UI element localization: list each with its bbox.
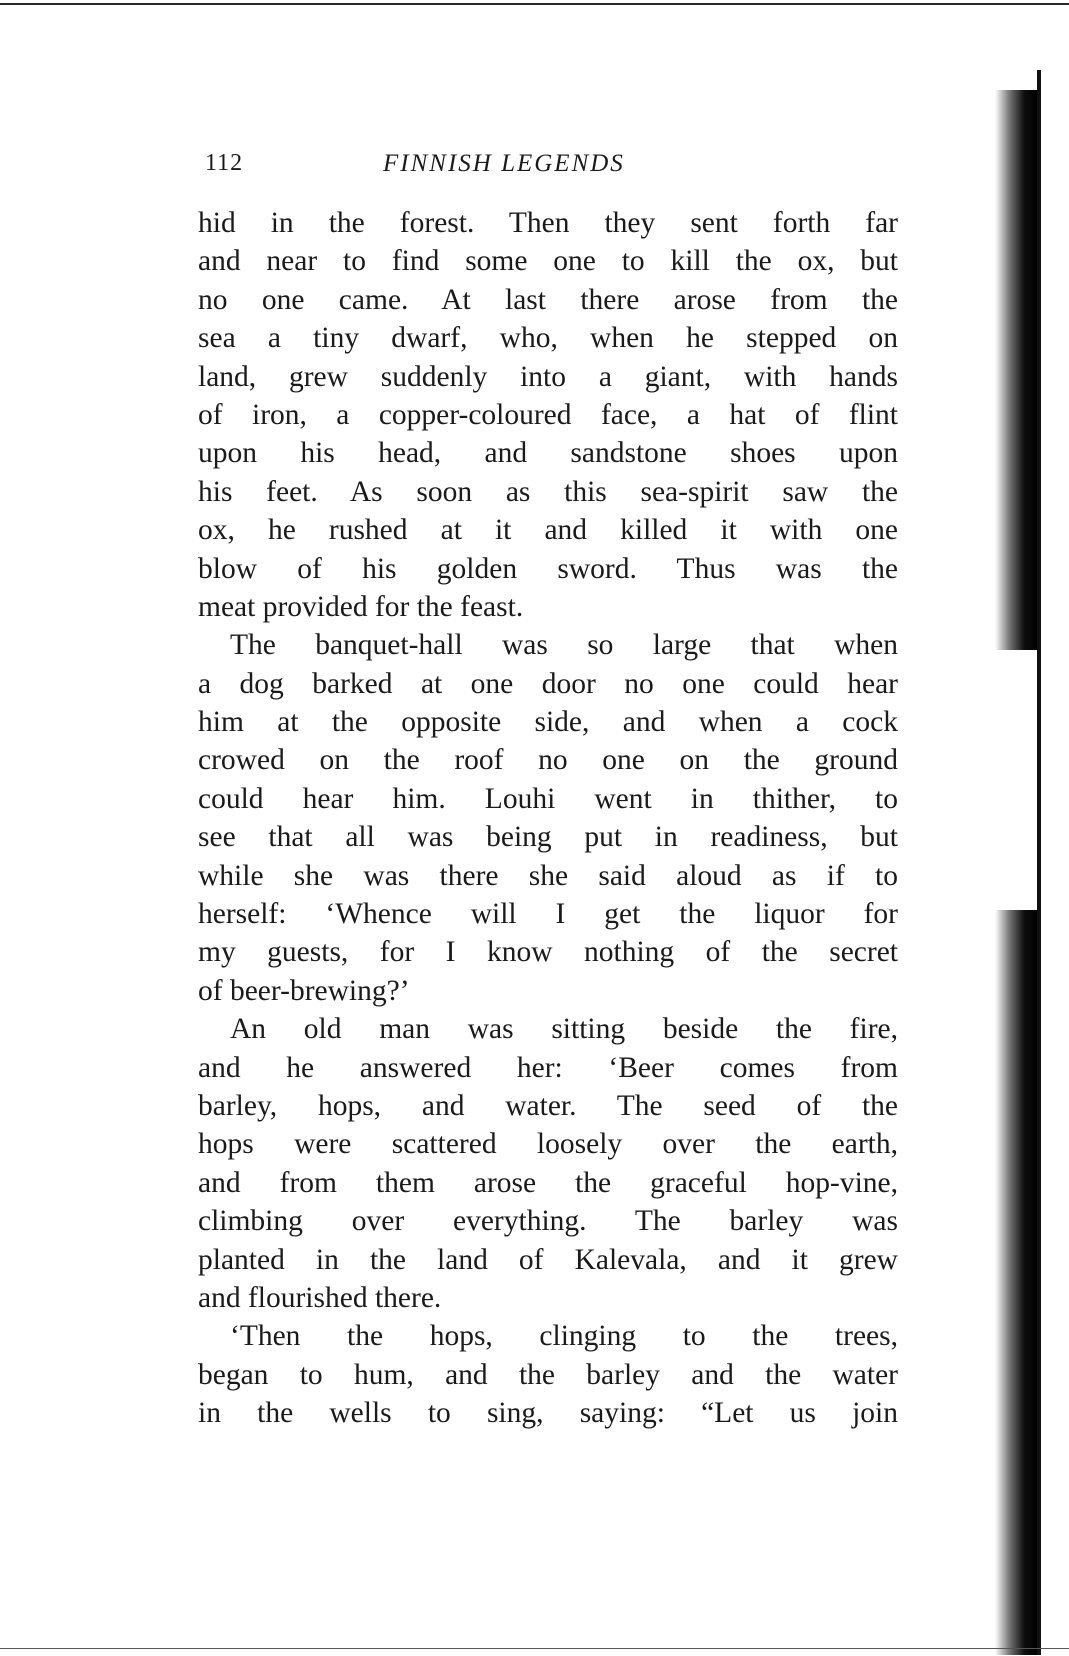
text-line: and near to find some one to kill the ox, but (198, 245, 898, 278)
binding-gutter-shadow (981, 70, 1041, 1655)
text-line: hid in the forest. Then they sent forth far (198, 207, 898, 239)
text-line: meat provided for the feast. (198, 590, 524, 623)
text-line: ox, he rushed at it and killed it with one (198, 514, 898, 547)
text-line: his feet. As soon as this sea-spirit saw the (198, 475, 898, 508)
text-line: The banquet-hall was so large that when (230, 629, 898, 662)
gutter-shadow-lower (995, 910, 1037, 1655)
text-line: my guests, for I know nothing of the secret (198, 936, 898, 969)
text-line: upon his head, and sandstone shoes upon (198, 437, 898, 470)
page-header (205, 150, 885, 190)
text-line: and he answered her: ‘Beer comes from (198, 1051, 898, 1084)
text-line: in the wells to sing, saying: “Let us join (198, 1397, 898, 1430)
text-line: crowed on the roof no one on the ground (198, 744, 898, 777)
gutter-shadow-upper (995, 90, 1037, 650)
text-line: barley, hops, and water. The seed of the (198, 1089, 898, 1122)
running-head: FINNISH LEGENDS (383, 150, 625, 177)
top-page-rule (0, 3, 1069, 5)
gutter-edge (1037, 70, 1041, 1655)
text-line: while she was there she said aloud as if to (198, 859, 898, 892)
text-line: sea a tiny dwarf, who, when he stepped on (198, 322, 898, 355)
body-text (198, 204, 898, 1433)
text-line: land, grew suddenly into a giant, with hands (198, 360, 898, 393)
text-line: and flourished there. (198, 1281, 442, 1314)
text-line: a dog barked at one door no one could hear (198, 667, 898, 700)
bottom-page-rule (0, 1648, 1069, 1649)
text-line: no one came. At last there arose from the (198, 283, 898, 316)
text-line: hops were scattered loosely over the earth, (198, 1128, 898, 1161)
text-line: ‘Then the hops, clinging to the trees, (230, 1320, 898, 1353)
text-line: herself: ‘Whence will I get the liquor for (198, 898, 898, 931)
text-line: and from them arose the graceful hop-vine, (198, 1166, 898, 1199)
text-line: could hear him. Louhi went in thither, to (198, 782, 898, 815)
text-line: of iron, a copper-coloured face, a hat of flint (198, 398, 898, 431)
text-line: climbing over everything. The barley was (198, 1205, 898, 1238)
text-line: An old man was sitting beside the fire, (230, 1013, 898, 1046)
text-line: blow of his golden sword. Thus was the (198, 552, 898, 585)
page-number: 112 (205, 150, 244, 176)
text-line: see that all was being put in readiness, but (198, 821, 898, 854)
text-line: him at the opposite side, and when a cock (198, 706, 898, 739)
text-line: of beer-brewing?’ (198, 974, 410, 1007)
text-line: planted in the land of Kalevala, and it grew (198, 1243, 898, 1276)
text-line: began to hum, and the barley and the water (198, 1358, 898, 1391)
